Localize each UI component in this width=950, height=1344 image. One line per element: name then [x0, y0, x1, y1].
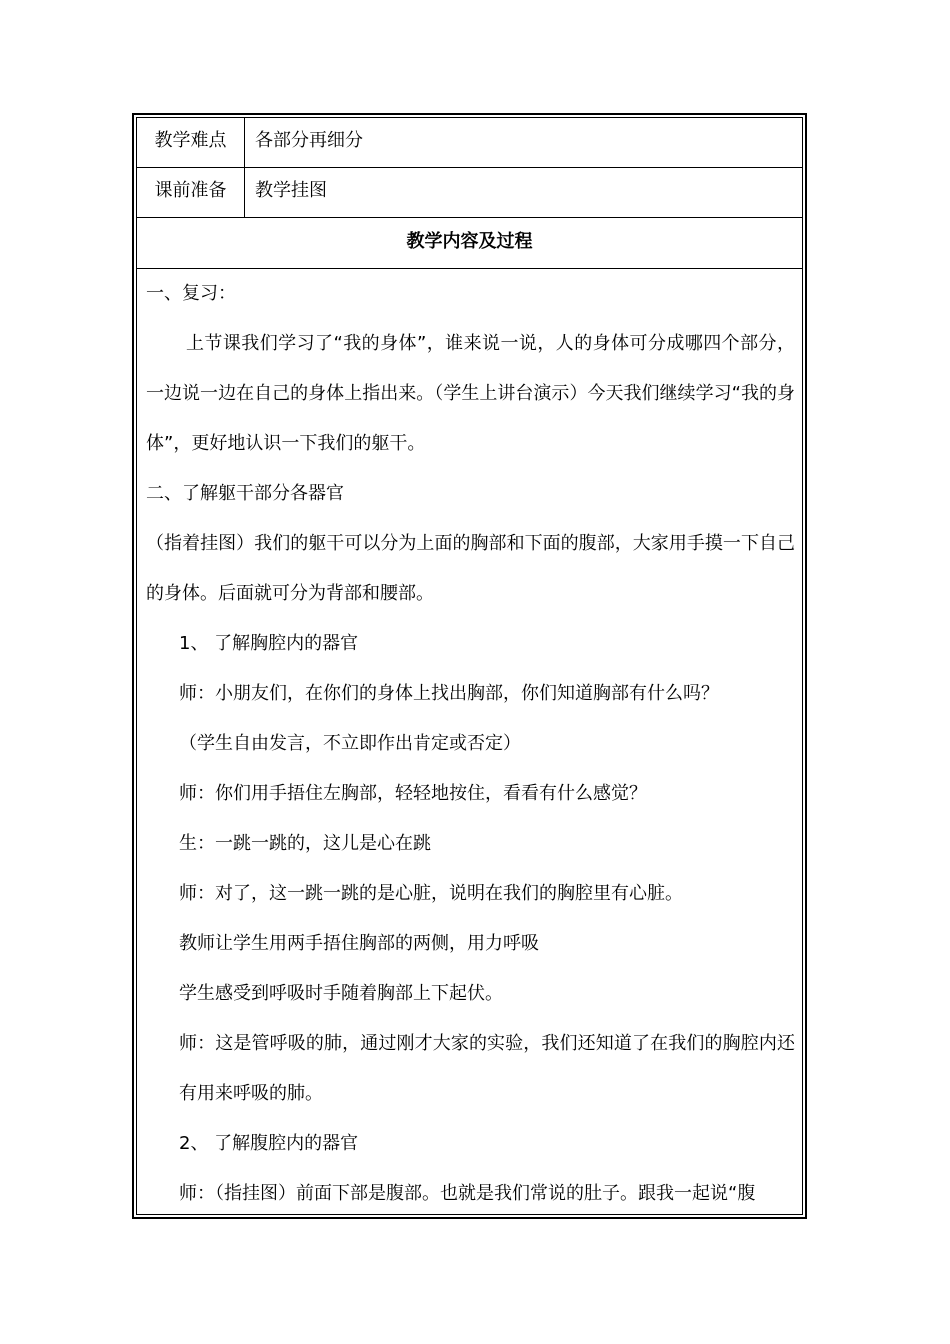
paragraph-torso-heading: 二、了解躯干部分各器官: [146, 483, 344, 504]
row-value-preparation: 教学挂图: [255, 180, 327, 201]
row-label-preparation: 课前准备: [137, 168, 245, 217]
paragraph-dialogue: 师：对了，这一跳一跳的是心脏，说明在我们的胸腔里有心脏。: [179, 883, 683, 904]
lesson-plan-table: [132, 113, 807, 1219]
paragraph-torso-body: （指着挂图）我们的躯干可以分为上面的胸部和下面的腹部，大家用手摸一下自己的身体。后面就可分为背部和腰部。: [146, 533, 795, 604]
paragraph-chest-heading: 1、 了解胸腔内的器官: [179, 633, 359, 654]
paragraph-dialogue: 师：这是管呼吸的肺，通过刚才大家的实验，我们还知道了在我们的胸腔内还有用来呼吸的肺。: [179, 1033, 795, 1104]
paragraph-abdomen-heading: 2、 了解腹腔内的器官: [179, 1133, 359, 1154]
paragraph-review-body: 上节课我们学习了“我的身体”，谁来说一说，人的身体可分成哪四个部分，一边说一边在自己的身体上指出来。（学生上讲台演示）今天我们继续学习“我的身体”，更好地认识一下我们的躯干。: [146, 333, 795, 454]
paragraph-dialogue: 学生感受到呼吸时手随着胸部上下起伏。: [179, 983, 503, 1004]
paragraph-dialogue: 师：（指挂图）前面下部是腹部。也就是我们常说的肚子。跟我一起说“腹: [179, 1183, 756, 1204]
section-title-row: [137, 218, 802, 269]
paragraph-dialogue: 生：一跳一跳的，这儿是心在跳: [179, 833, 431, 854]
paragraph-dialogue: 教师让学生用两手捂住胸部的两侧，用力呼吸: [179, 933, 539, 954]
lesson-content: [146, 269, 795, 1219]
row-label-difficulty: 教学难点: [137, 118, 245, 167]
table-row: [137, 168, 802, 218]
paragraph-dialogue: （学生自由发言，不立即作出肯定或否定）: [179, 733, 521, 754]
paragraph-review-heading: 一、复习：: [146, 283, 236, 304]
section-title: 教学内容及过程: [406, 231, 533, 252]
paragraph-dialogue: 师：你们用手捂住左胸部，轻轻地按住，看看有什么感觉？: [179, 783, 647, 804]
row-value-difficulty: 各部分再细分: [255, 130, 363, 151]
paragraph-dialogue: 师：小朋友们，在你们的身体上找出胸部，你们知道胸部有什么吗？: [179, 683, 719, 704]
table-row: [137, 118, 802, 168]
